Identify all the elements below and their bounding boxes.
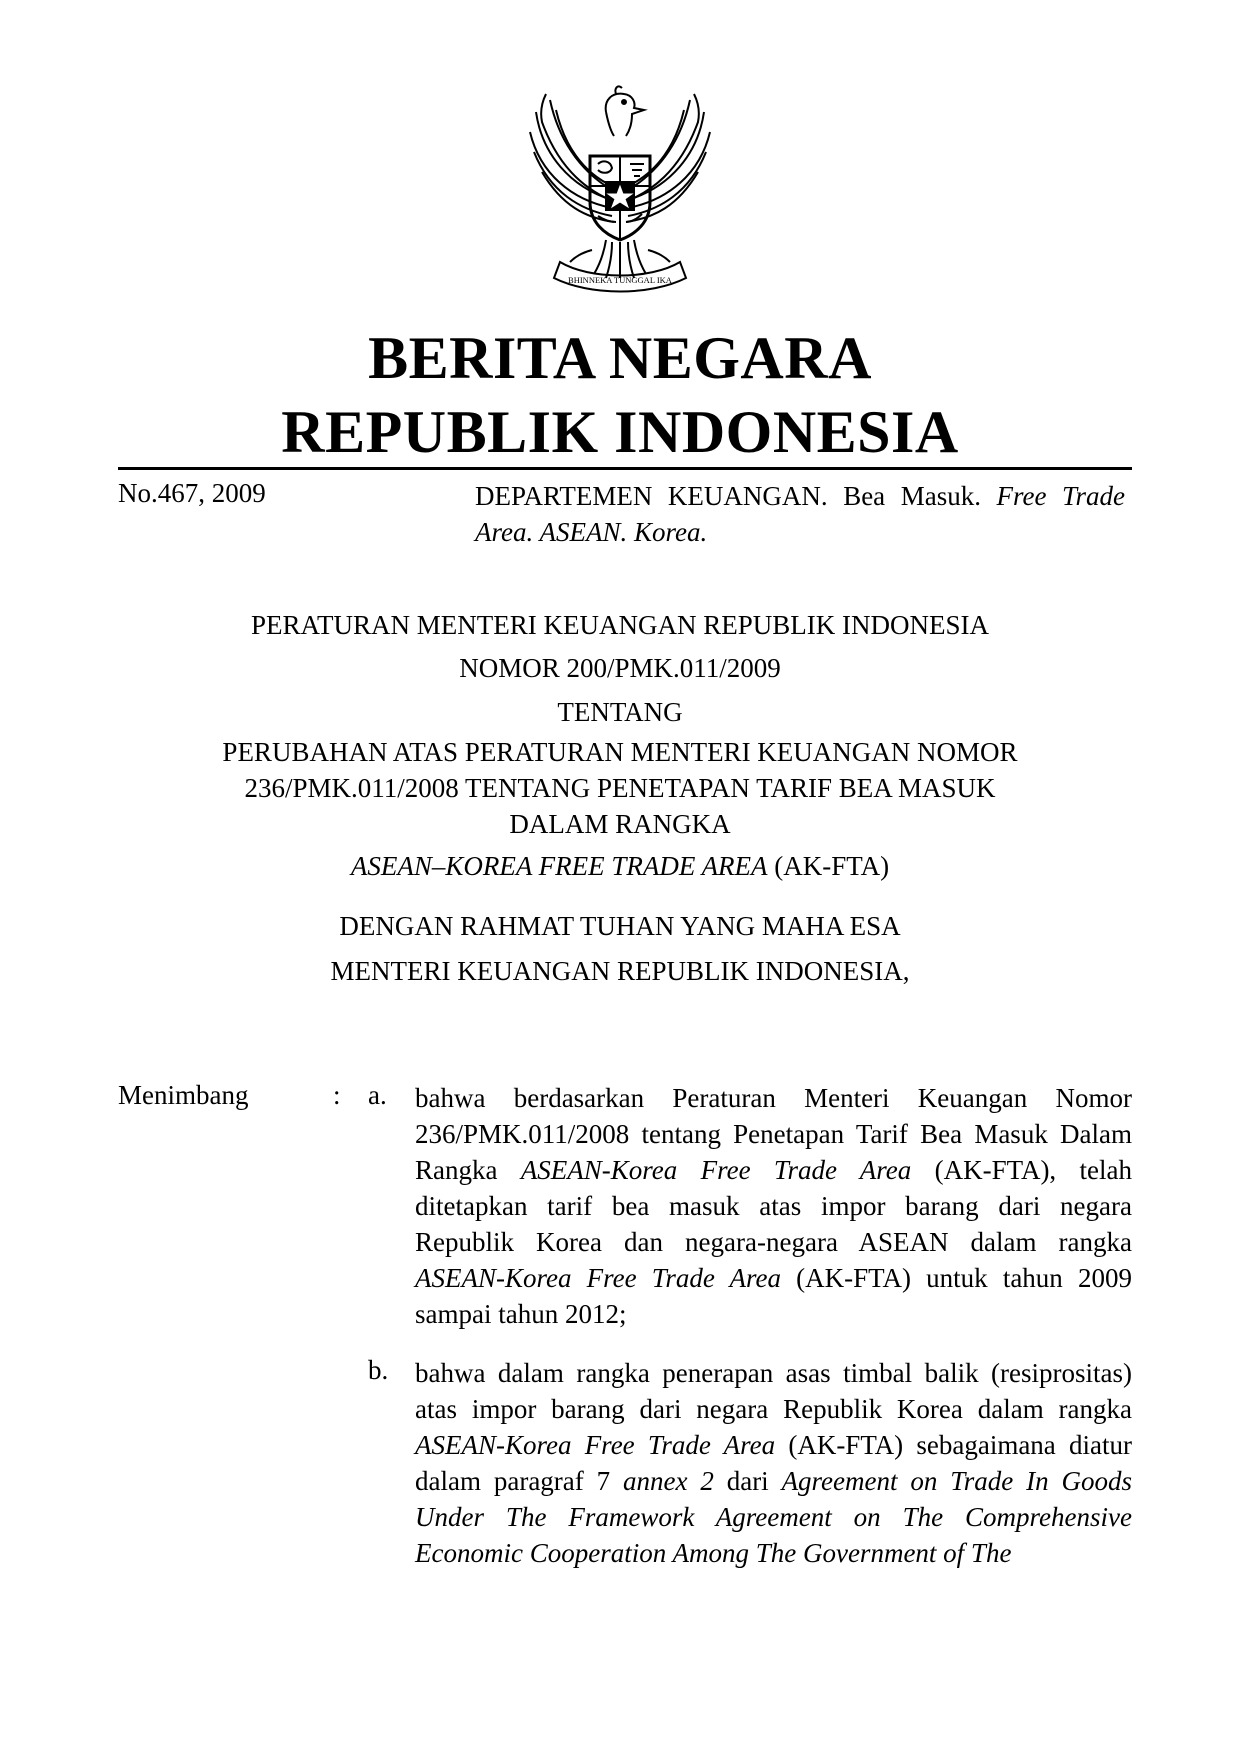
clause-b-italic: Agreement on Trade In Goods Under The Framework Agreement on The Comprehensive Economic Cooperation Among The Government of The	[415, 1466, 1132, 1568]
gazette-number: No.467, 2009	[118, 478, 266, 508]
regulation-subject-italic-line	[0, 848, 1240, 884]
garuda-emblem-icon	[520, 82, 720, 300]
clause-a-part: (AK-FTA), telah ditetapkan tarif bea masuk atas impor barang dari negara Republik Korea dan negara-negara ASEAN dalam rangka	[415, 1155, 1132, 1257]
masthead-subtitle: REPUBLIK INDONESIA	[281, 399, 959, 465]
clause-a-italic: ASEAN-Korea Free Trade Area	[520, 1155, 912, 1185]
masthead-rule	[118, 467, 1132, 470]
clause-a-text	[415, 1080, 1132, 1332]
regulation-subject-line: 236/PMK.011/2008 TENTANG PENETAPAN TARIF BEA MASUK	[244, 773, 996, 803]
clause-b-marker: b.	[368, 1355, 389, 1385]
clause-b-part: bahwa dalam rangka penerapan asas timbal balik (resiprositas) atas impor barang dari negara Republik Korea dalam rangka	[415, 1358, 1132, 1424]
regulation-subject-line: PERUBAHAN ATAS PERATURAN MENTERI KEUANGAN NOMOR	[222, 737, 1018, 767]
regulation-subject-italic: ASEAN–KOREA FREE TRADE AREA	[350, 851, 768, 881]
regulation-subject-line: DALAM RANGKA	[509, 809, 731, 839]
masthead-title: BERITA NEGARA	[368, 325, 872, 391]
clause-a-italic: ASEAN-Korea Free Trade Area	[415, 1263, 781, 1293]
clause-b-part: (AK-FTA) sebagaimana diatur dalam paragraf 7	[415, 1430, 1132, 1496]
regulation-number: NOMOR 200/PMK.011/2009	[459, 653, 781, 683]
subject-italic: Free Trade Area. ASEAN. Korea.	[475, 481, 1125, 547]
regulation-subject-tail: (AK-FTA)	[767, 851, 890, 881]
regulation-tentang: TENTANG	[557, 697, 683, 727]
subject-plain: DEPARTEMEN KEUANGAN. Bea Masuk.	[475, 481, 997, 511]
motto-text: BHINNEKA TUNGGAL IKA	[568, 275, 672, 285]
regulation-subject	[0, 734, 1240, 842]
clause-b-italic: ASEAN-Korea Free Trade Area	[415, 1430, 776, 1460]
menimbang-label: Menimbang	[118, 1080, 249, 1110]
clause-b-text	[415, 1355, 1132, 1571]
clause-b-part: dari	[713, 1466, 782, 1496]
clause-a-part: bahwa berdasarkan Peraturan Menteri Keuangan Nomor 236/PMK.011/2008 tentang Penetapan Tarif Bea Masuk Dalam Rangka	[415, 1083, 1132, 1185]
clause-a-marker: a.	[368, 1080, 387, 1110]
minister-line: MENTERI KEUANGAN REPUBLIK INDONESIA,	[330, 956, 910, 986]
opening-line: DENGAN RAHMAT TUHAN YANG MAHA ESA	[339, 911, 901, 941]
regulation-title-line: PERATURAN MENTERI KEUANGAN REPUBLIK INDONESIA	[251, 610, 989, 640]
gazette-subject	[475, 478, 1125, 550]
clause-b-italic: annex 2	[623, 1466, 714, 1496]
menimbang-colon: :	[333, 1080, 341, 1110]
clause-a-part: (AK-FTA) untuk tahun 2009 sampai tahun 2012;	[415, 1263, 1132, 1329]
